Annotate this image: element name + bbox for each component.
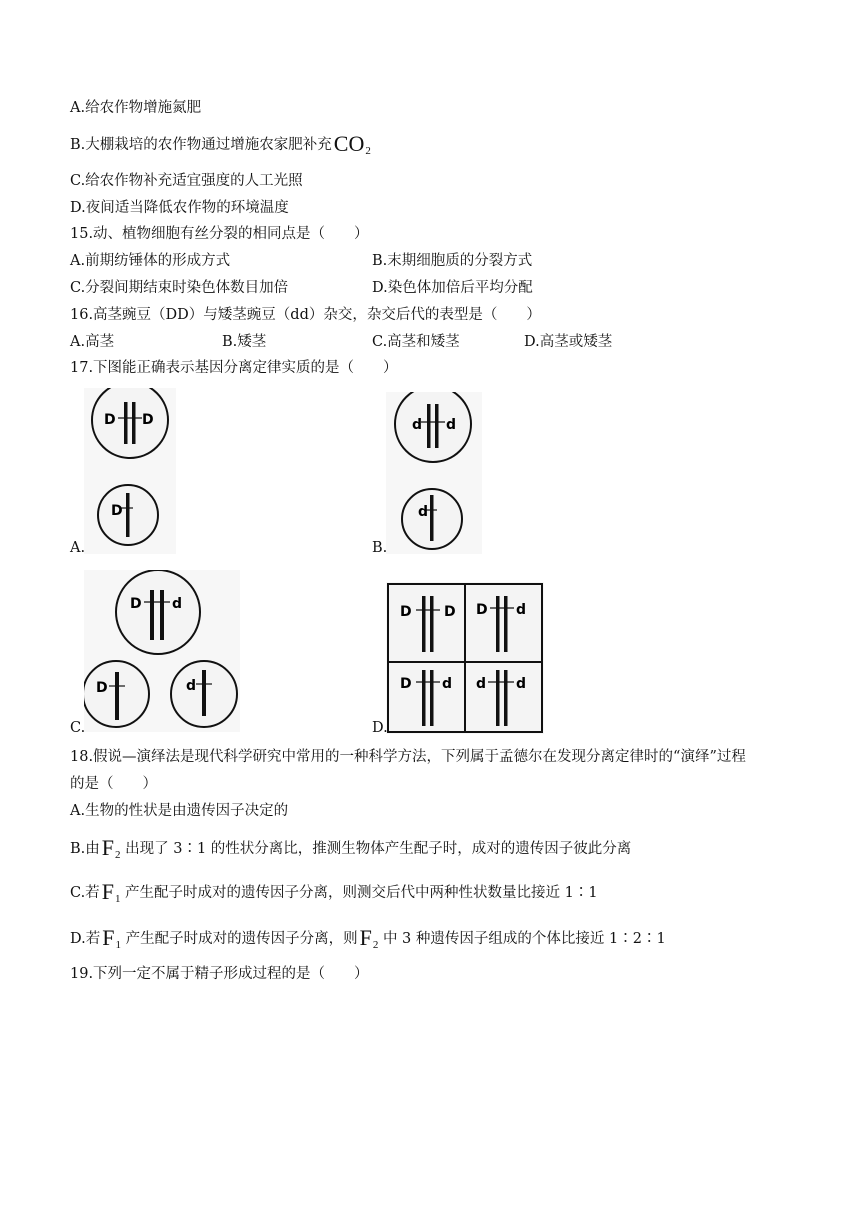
- q15-option-c: C.分裂间期结束时染色体数目加倍: [70, 280, 289, 296]
- fig-d-cell2-left-allele: D: [476, 602, 488, 618]
- q14-option-d: D.夜间适当降低农作物的环境温度: [70, 200, 289, 216]
- fig-a-bottom-allele: D: [111, 503, 123, 519]
- fig-b-bottom-allele: d: [418, 504, 429, 520]
- co2-formula: CO: [333, 131, 365, 156]
- q16-option-a: A.高茎: [70, 334, 115, 350]
- q14-option-b: [70, 131, 371, 161]
- q16-option-c: C.高茎和矮茎: [372, 334, 460, 350]
- q17-label-c: C.: [70, 720, 86, 736]
- q17-stem: 17.下图能正确表示基因分离定律实质的是（ ）: [70, 360, 398, 376]
- fig-b-top-right-allele: d: [446, 417, 457, 433]
- q14-option-c: C.给农作物补充适宜强度的人工光照: [70, 173, 303, 189]
- q18-option-c: C.若$F_1$ 产生配子时成对的遗传因子分离，则测交后代中两种性状数量比接近 1∶1: [70, 879, 598, 905]
- q18-option-b: B.由$F_2$ 出现了 3∶1 的性状分离比，推测生物体产生配子时，成对的遗传因子彼此分离: [70, 835, 632, 861]
- q16-option-d: D.高茎或矮茎: [524, 334, 613, 350]
- q15-stem: 15.动、植物细胞有丝分裂的相同点是（ ）: [70, 226, 369, 242]
- fig-a-top-left-allele: D: [104, 412, 116, 428]
- fig-c-bottom-left-allele: D: [96, 680, 108, 696]
- f1-symbol: F: [101, 879, 114, 904]
- fig-d-cell4-right-allele: d: [516, 676, 527, 692]
- figure-a: [84, 388, 176, 554]
- q15-option-d: D.染色体加倍后平均分配: [372, 280, 533, 296]
- figure-b: [386, 392, 482, 554]
- fig-d-cell1-left-allele: D: [400, 604, 412, 620]
- q15-option-b: B.末期细胞质的分裂方式: [372, 253, 533, 269]
- q18-stem-line2: 的是（ ）: [70, 776, 157, 792]
- f1-symbol: F: [102, 925, 115, 950]
- fig-a-top-right-allele: D: [142, 412, 154, 428]
- q17-label-b: B.: [372, 540, 388, 556]
- q15-option-a: A.前期纺锤体的形成方式: [70, 253, 231, 269]
- fig-d-cell3-left-allele: D: [400, 676, 412, 692]
- figure-c: [84, 570, 240, 732]
- q16-stem: 16.高茎豌豆（DD）与矮茎豌豆（dd）杂交，杂交后代的表型是（ ）: [70, 307, 541, 323]
- co2-subscript: 2: [365, 145, 371, 157]
- fig-d-cell1-right-allele: D: [444, 604, 456, 620]
- q18-option-a: A.生物的性状是由遗传因子决定的: [70, 803, 289, 819]
- fig-c-top-right-allele: d: [172, 596, 183, 612]
- fig-c-top-left-allele: D: [130, 596, 142, 612]
- fig-d-cell2-right-allele: d: [516, 602, 527, 618]
- fig-d-cell4-left-allele: d: [476, 676, 487, 692]
- q18-option-d: D.若$F_1$ 产生配子时成对的遗传因子分离，则$F_2$ 中 3 种遗传因子组成的个体比接近 1∶2∶1: [70, 925, 666, 951]
- fig-b-top-left-allele: d: [412, 417, 423, 433]
- figure-d: [386, 582, 544, 734]
- q19-stem: 19.下列一定不属于精子形成过程的是（ ）: [70, 966, 369, 982]
- q17-label-a: A.: [70, 540, 86, 556]
- q14-option-a: A.给农作物增施氮肥: [70, 100, 202, 116]
- fig-c-bottom-right-allele: d: [186, 678, 197, 694]
- q14-option-b-text: B.大棚栽培的农作物通过增施农家肥补充: [70, 137, 332, 153]
- q16-option-b: B.矮茎: [222, 334, 267, 350]
- f2-symbol: F: [101, 835, 115, 860]
- q18-stem-line1: 18.假说—演绎法是现代科学研究中常用的一种科学方法，下列属于孟德尔在发现分离定律时的“演绎”过程: [70, 749, 746, 765]
- q17-label-d: D.: [372, 720, 388, 736]
- f2-symbol: F: [359, 925, 372, 950]
- fig-d-cell3-right-allele: d: [442, 676, 453, 692]
